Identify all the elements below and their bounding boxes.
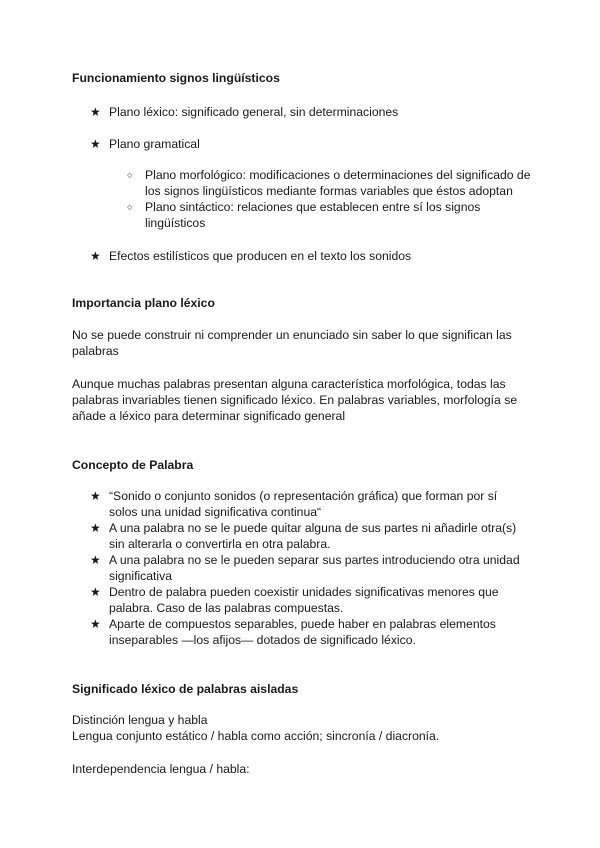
list-item: Plano léxico: significado general, sin determinaciones bbox=[109, 105, 399, 119]
list-item: A una palabra no se le pueden separar sus partes introduciendo otra unidad significativa bbox=[109, 553, 520, 583]
circle-bullet-icon: ○ bbox=[127, 170, 133, 180]
text-line: Interdependencia lengua / habla: bbox=[72, 762, 250, 776]
star-bullet-icon: ★ bbox=[90, 521, 101, 535]
list-item: “Sonido o conjunto sonidos (o representación gráfica) que forman por sí solos una unidad significativa continua“ bbox=[109, 489, 498, 519]
paragraph: No se puede construir ni comprender un enunciado sin saber lo que significan las palabras bbox=[72, 328, 512, 358]
sub-list-item: Plano morfológico: modificaciones o determinaciones del significado de los signos lingüísticos mediante formas variables que éstos adoptan bbox=[145, 168, 531, 198]
star-bullet-icon: ★ bbox=[90, 489, 101, 503]
star-bullet-icon: ★ bbox=[90, 553, 101, 567]
heading-importancia: Importancia plano léxico bbox=[72, 296, 215, 310]
list-item: A una palabra no se le puede quitar alguna de sus partes ni añadirle otra(s) sin alterarla o convertirla en otra palabra. bbox=[109, 521, 517, 551]
heading-significado: Significado léxico de palabras aisladas bbox=[72, 682, 299, 696]
star-bullet-icon: ★ bbox=[90, 585, 101, 599]
text-line: Lengua conjunto estático / habla como acción; sincronía / diacronía. bbox=[72, 729, 440, 743]
circle-bullet-icon: ○ bbox=[127, 202, 133, 212]
star-bullet-icon: ★ bbox=[90, 249, 101, 263]
sub-list-item: Plano sintáctico: relaciones que establecen entre sí los signos lingüísticos bbox=[145, 200, 481, 230]
list-item: Efectos estilísticos que producen en el texto los sonidos bbox=[109, 249, 412, 263]
star-bullet-icon: ★ bbox=[90, 137, 101, 151]
heading-concepto: Concepto de Palabra bbox=[72, 458, 194, 472]
list-item: Plano gramatical bbox=[109, 137, 200, 151]
star-bullet-icon: ★ bbox=[90, 617, 101, 631]
text-line: Distinción lengua y habla bbox=[72, 713, 208, 727]
list-item: Aparte de compuestos separables, puede haber en palabras elementos inseparables —los afijos— dotados de significado léxico. bbox=[109, 617, 496, 647]
paragraph: Aunque muchas palabras presentan alguna característica morfológica, todas las palabras invariables tienen significado léxico. En palabras variables, morfología se añade a léxico para determinar significado general bbox=[72, 377, 518, 423]
heading-funcionamiento: Funcionamiento signos lingüísticos bbox=[72, 71, 280, 85]
star-bullet-icon: ★ bbox=[90, 105, 101, 119]
list-item: Dentro de palabra pueden coexistir unidades significativas menores que palabra. Caso de las palabras compuestas. bbox=[109, 585, 499, 615]
